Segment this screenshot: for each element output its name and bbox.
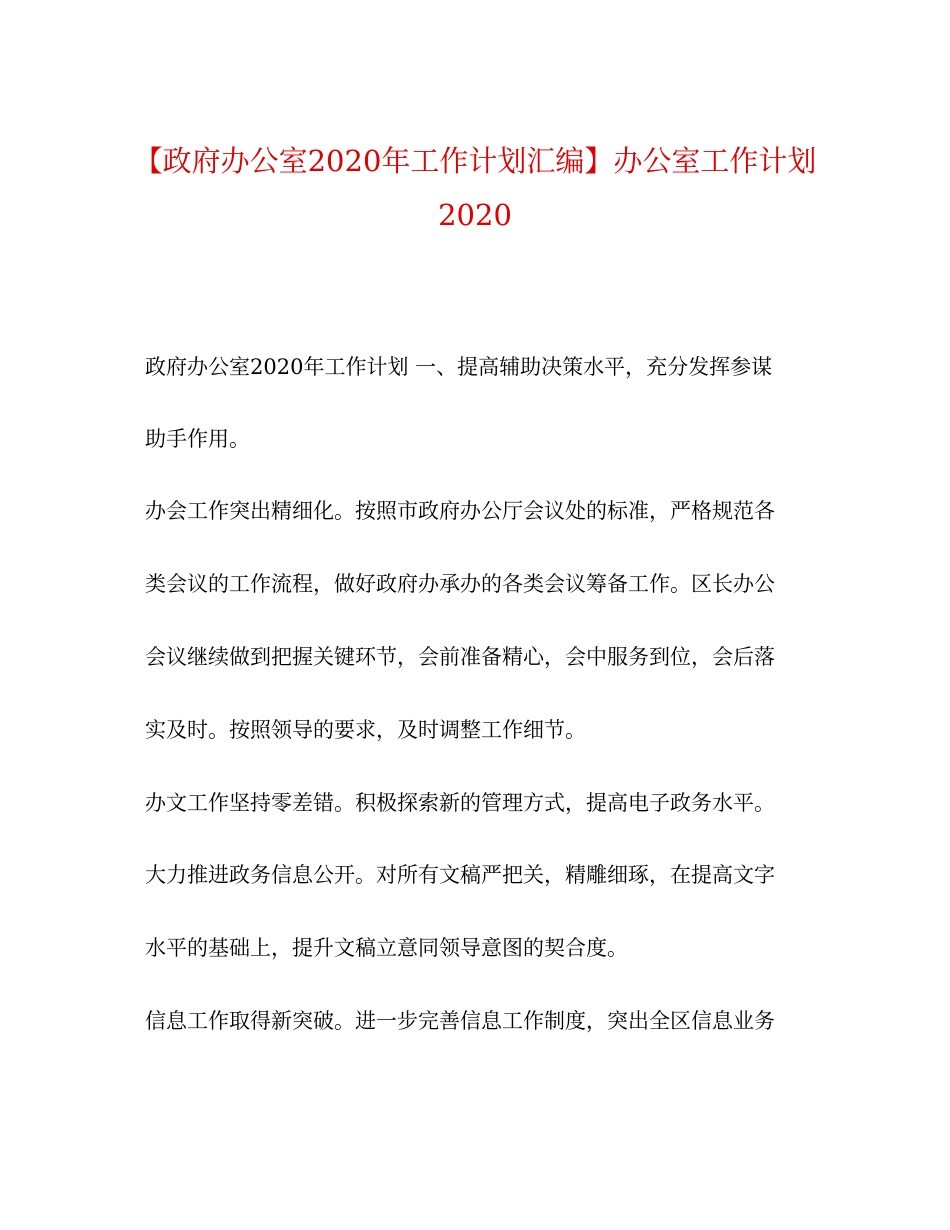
body-line-10: 信息工作取得新突破。进一步完善信息工作制度，突出全区信息业务 (145, 1009, 775, 1033)
body-line-2: 助手作用。 (145, 427, 250, 451)
body-line-5: 会议继续做到把握关键环节，会前准备精心，会中服务到位，会后落 (145, 645, 775, 669)
document-title-line-2: 2020 (438, 198, 512, 232)
body-line-4: 类会议的工作流程，做好政府办承办的各类会议筹备工作。区长办公 (145, 572, 775, 596)
body-line-3: 办会工作突出精细化。按照市政府办公厅会议处的标准，严格规范各 (145, 499, 775, 523)
body-line-7: 办文工作坚持零差错。积极探索新的管理方式，提高电子政务水平。 (145, 791, 775, 815)
body-line-6: 实及时。按照领导的要求，及时调整工作细节。 (145, 718, 586, 742)
body-line-9: 水平的基础上，提升文稿立意同领导意图的契合度。 (145, 936, 628, 960)
document-title-line-1: 【政府办公室2020年工作计划汇编】办公室工作计划 (133, 144, 817, 178)
body-line-1: 政府办公室2020年工作计划 一、提高辅助决策水平，充分发挥参谋 (145, 355, 773, 379)
body-line-8: 大力推进政务信息公开。对所有文稿严把关，精雕细琢，在提高文字 (145, 863, 775, 887)
